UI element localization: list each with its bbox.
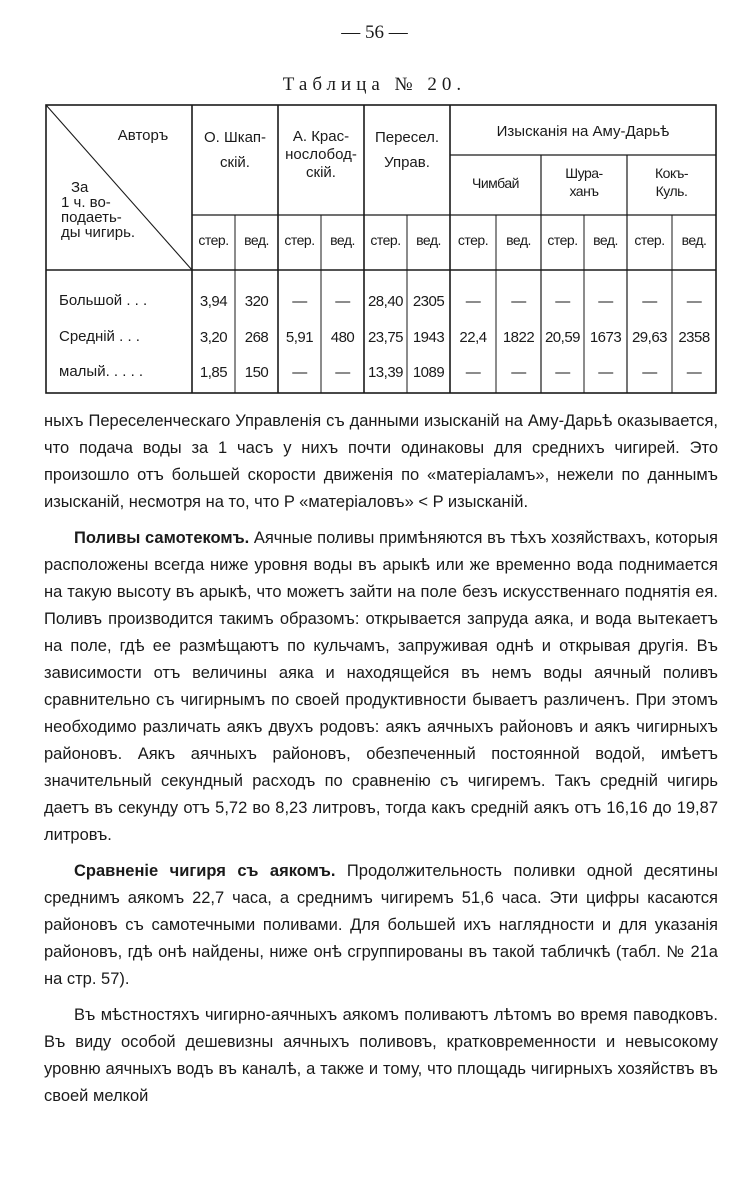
table-cell: 28,40: [367, 293, 404, 310]
body-text: [44, 408, 718, 1110]
paragraph-heading: Сравненіе чигиря съ аякомъ.: [74, 862, 336, 880]
corner-bottom-label: [47, 178, 157, 242]
subgroup-kokkul-line-1: Кокъ-: [655, 165, 688, 181]
unit-label: вед.: [244, 232, 269, 248]
table-cell: —: [642, 364, 657, 381]
row-label-bolshoy: Большой . . .: [59, 292, 148, 309]
paragraph-localities: [44, 1002, 718, 1110]
paragraph-comparison: [44, 858, 718, 993]
table-cell: 3,20: [199, 329, 228, 346]
table-cell: 150: [244, 364, 269, 381]
author-resettlement-line-2: Управ.: [384, 154, 430, 171]
table-cell: 22,4: [459, 329, 487, 346]
table-cell: 2305: [412, 293, 445, 310]
table-cell: 23,75: [367, 329, 404, 346]
table-cell: —: [642, 293, 657, 310]
paragraph-text: Продолжительность поливки одной десятины среднимъ аякомъ 22,7 часа, а среднимъ чигиремъ 51,6 часа. Эти цифры касаются районовъ съ самотечными поливами. Для большей ихъ наглядности и для указанія районовъ, гдѣ онѣ найдены, ниже онѣ сгруппированы въ такой табличкѣ (табл. № 21а на стр. 57).: [44, 862, 718, 988]
paragraph-text: Аячные поливы примѣняются въ тѣхъ хозяйствахъ, которыя расположены всегда ниже уровня воды въ арыкѣ или же временно вода поднимается на такую высоту въ арыкѣ, что можетъ зайти на поле безъ искусственнаго поднятія ея. Поливъ производится такимъ образомъ: открывается запруда аяка, и вода вытекаетъ на поле, гдѣ ее размѣщаютъ по кульчамъ, запруживая однѣ и открывая другія. Въ зависимости отъ величины аяка и находящейся въ немъ воды аячный поливъ сравнительно съ чигирнымъ по своей продуктивности бываетъ различенъ. При этомъ необходимо различать аякъ двухъ родовъ: аякъ аячныхъ районовъ и аякъ чигирныхъ районовъ. Аякъ аячныхъ районовъ, обезпеченный постоянной водой, имѣетъ значительный секундный расходъ по сравненію съ чигиремъ. Такъ средній чигирь даетъ въ секунду отъ 5,72 во 8,23 литровъ, тогда какъ средній аякъ отъ 16,16 до 19,87 литровъ.: [44, 529, 718, 844]
table-cell: —: [686, 364, 702, 381]
corner-line-2: 1 ч. во-: [61, 194, 111, 211]
unit-label: стер.: [634, 232, 665, 248]
table-cell: —: [292, 293, 307, 310]
subgroup-shurakhan: [541, 164, 627, 200]
table-cell: —: [686, 293, 702, 310]
row-label-sredniy: Средній . . .: [59, 328, 140, 345]
unit-label: стер.: [547, 232, 578, 248]
unit-label: стер.: [370, 232, 401, 248]
group-header-amu-darya: Изысканія на Аму-Дарьѣ: [496, 123, 670, 140]
table-cell: —: [555, 364, 570, 381]
row-label-maly: малый. . . . .: [59, 363, 144, 380]
table-cell: 268: [244, 329, 269, 346]
corner-line-4: ды чигирь.: [61, 224, 136, 241]
paragraph-text: Въ мѣстностяхъ чигирно-аячныхъ аякомъ поливаютъ лѣтомъ во время паводковъ. Въ виду особой дешевизны аячныхъ поливовъ, кратковременности и невысокому уровню аячныхъ водъ въ каналѣ, а также и тому, что площадь чигирныхъ хозяйствъ въ своей мелкой: [44, 1006, 718, 1105]
table-cell: 1943: [412, 329, 445, 346]
author-header-krasnoslobodsky: [278, 128, 364, 182]
page-number: — 56 —: [341, 22, 408, 43]
corner-top-label: Авторъ: [117, 127, 169, 144]
table-cell: —: [292, 364, 307, 381]
table-cell: —: [511, 293, 526, 310]
table-cell: —: [511, 364, 526, 381]
author-shkapsky-line-2: скій.: [220, 154, 250, 171]
author-shkapsky-line-1: О. Шкап-: [203, 129, 267, 146]
data-table: [45, 104, 717, 394]
subgroup-chimbai: Чимбай: [472, 175, 519, 191]
subgroup-kokkul: [627, 164, 716, 200]
table-cell: 13,39: [367, 364, 404, 381]
corner-line-1: За: [71, 179, 89, 196]
table-cell: 29,63: [631, 329, 668, 346]
unit-label: стер.: [198, 232, 229, 248]
unit-label: вед.: [506, 232, 531, 248]
author-krasnoslobodsky-line-3: скій.: [306, 164, 336, 181]
unit-label: вед.: [416, 232, 441, 248]
subgroup-shurakhan-line-1: Шура-: [565, 165, 603, 181]
unit-label: стер.: [457, 232, 489, 248]
author-header-shkapsky: [192, 128, 278, 172]
paragraph-heading: Поливы самотекомъ.: [74, 529, 250, 547]
subgroup-kokkul-line-2: Куль.: [655, 183, 688, 199]
unit-label: вед.: [593, 232, 618, 248]
table-cell: 1822: [502, 329, 535, 346]
table-cell: 1,85: [199, 364, 228, 381]
paragraph-text: ныхъ Переселенческаго Управленія съ данными изысканій на Аму-Дарьѣ оказывается, что подача воды за 1 часъ у нихъ почти одинаковы для среднихъ чигирей. Это произошло отъ большей скорости движенія по «матеріаламъ», нежели по даннымъ изысканій, несмотря на то, что P «матеріаловъ» < P изысканій.: [44, 412, 718, 511]
table-cell: 2358: [678, 329, 710, 346]
unit-label: вед.: [330, 232, 355, 248]
unit-label: вед.: [681, 232, 707, 248]
table-cell: 3,94: [199, 293, 228, 310]
table-cell: —: [598, 364, 613, 381]
table-cell: —: [335, 364, 350, 381]
corner-line-3: подаеть-: [61, 209, 122, 226]
table-cell: 20,59: [544, 329, 581, 346]
table-cell: 1673: [589, 329, 622, 346]
author-header-resettlement: [364, 128, 450, 172]
table-cell: 480: [330, 329, 355, 346]
table-cell: 5,91: [285, 329, 314, 346]
table-cell: —: [598, 293, 613, 310]
author-krasnoslobodsky-line-1: А. Крас-: [292, 128, 350, 145]
table-cell: 320: [244, 293, 269, 310]
paragraph-gravity-irrigation: [44, 525, 718, 849]
author-krasnoslobodsky-line-2: нослобод-: [285, 146, 357, 163]
subgroup-shurakhan-line-2: ханъ: [569, 183, 599, 199]
table-cell: —: [465, 293, 481, 310]
table-cell: —: [335, 293, 350, 310]
table-cell: 1089: [412, 364, 445, 381]
table-cell: —: [555, 293, 570, 310]
table-title: Таблица № 20.: [282, 74, 467, 95]
paragraph-continuation: [44, 408, 718, 516]
table-cell: —: [465, 364, 481, 381]
unit-label: стер.: [284, 232, 315, 248]
author-resettlement-line-1: Пересел.: [374, 129, 440, 146]
